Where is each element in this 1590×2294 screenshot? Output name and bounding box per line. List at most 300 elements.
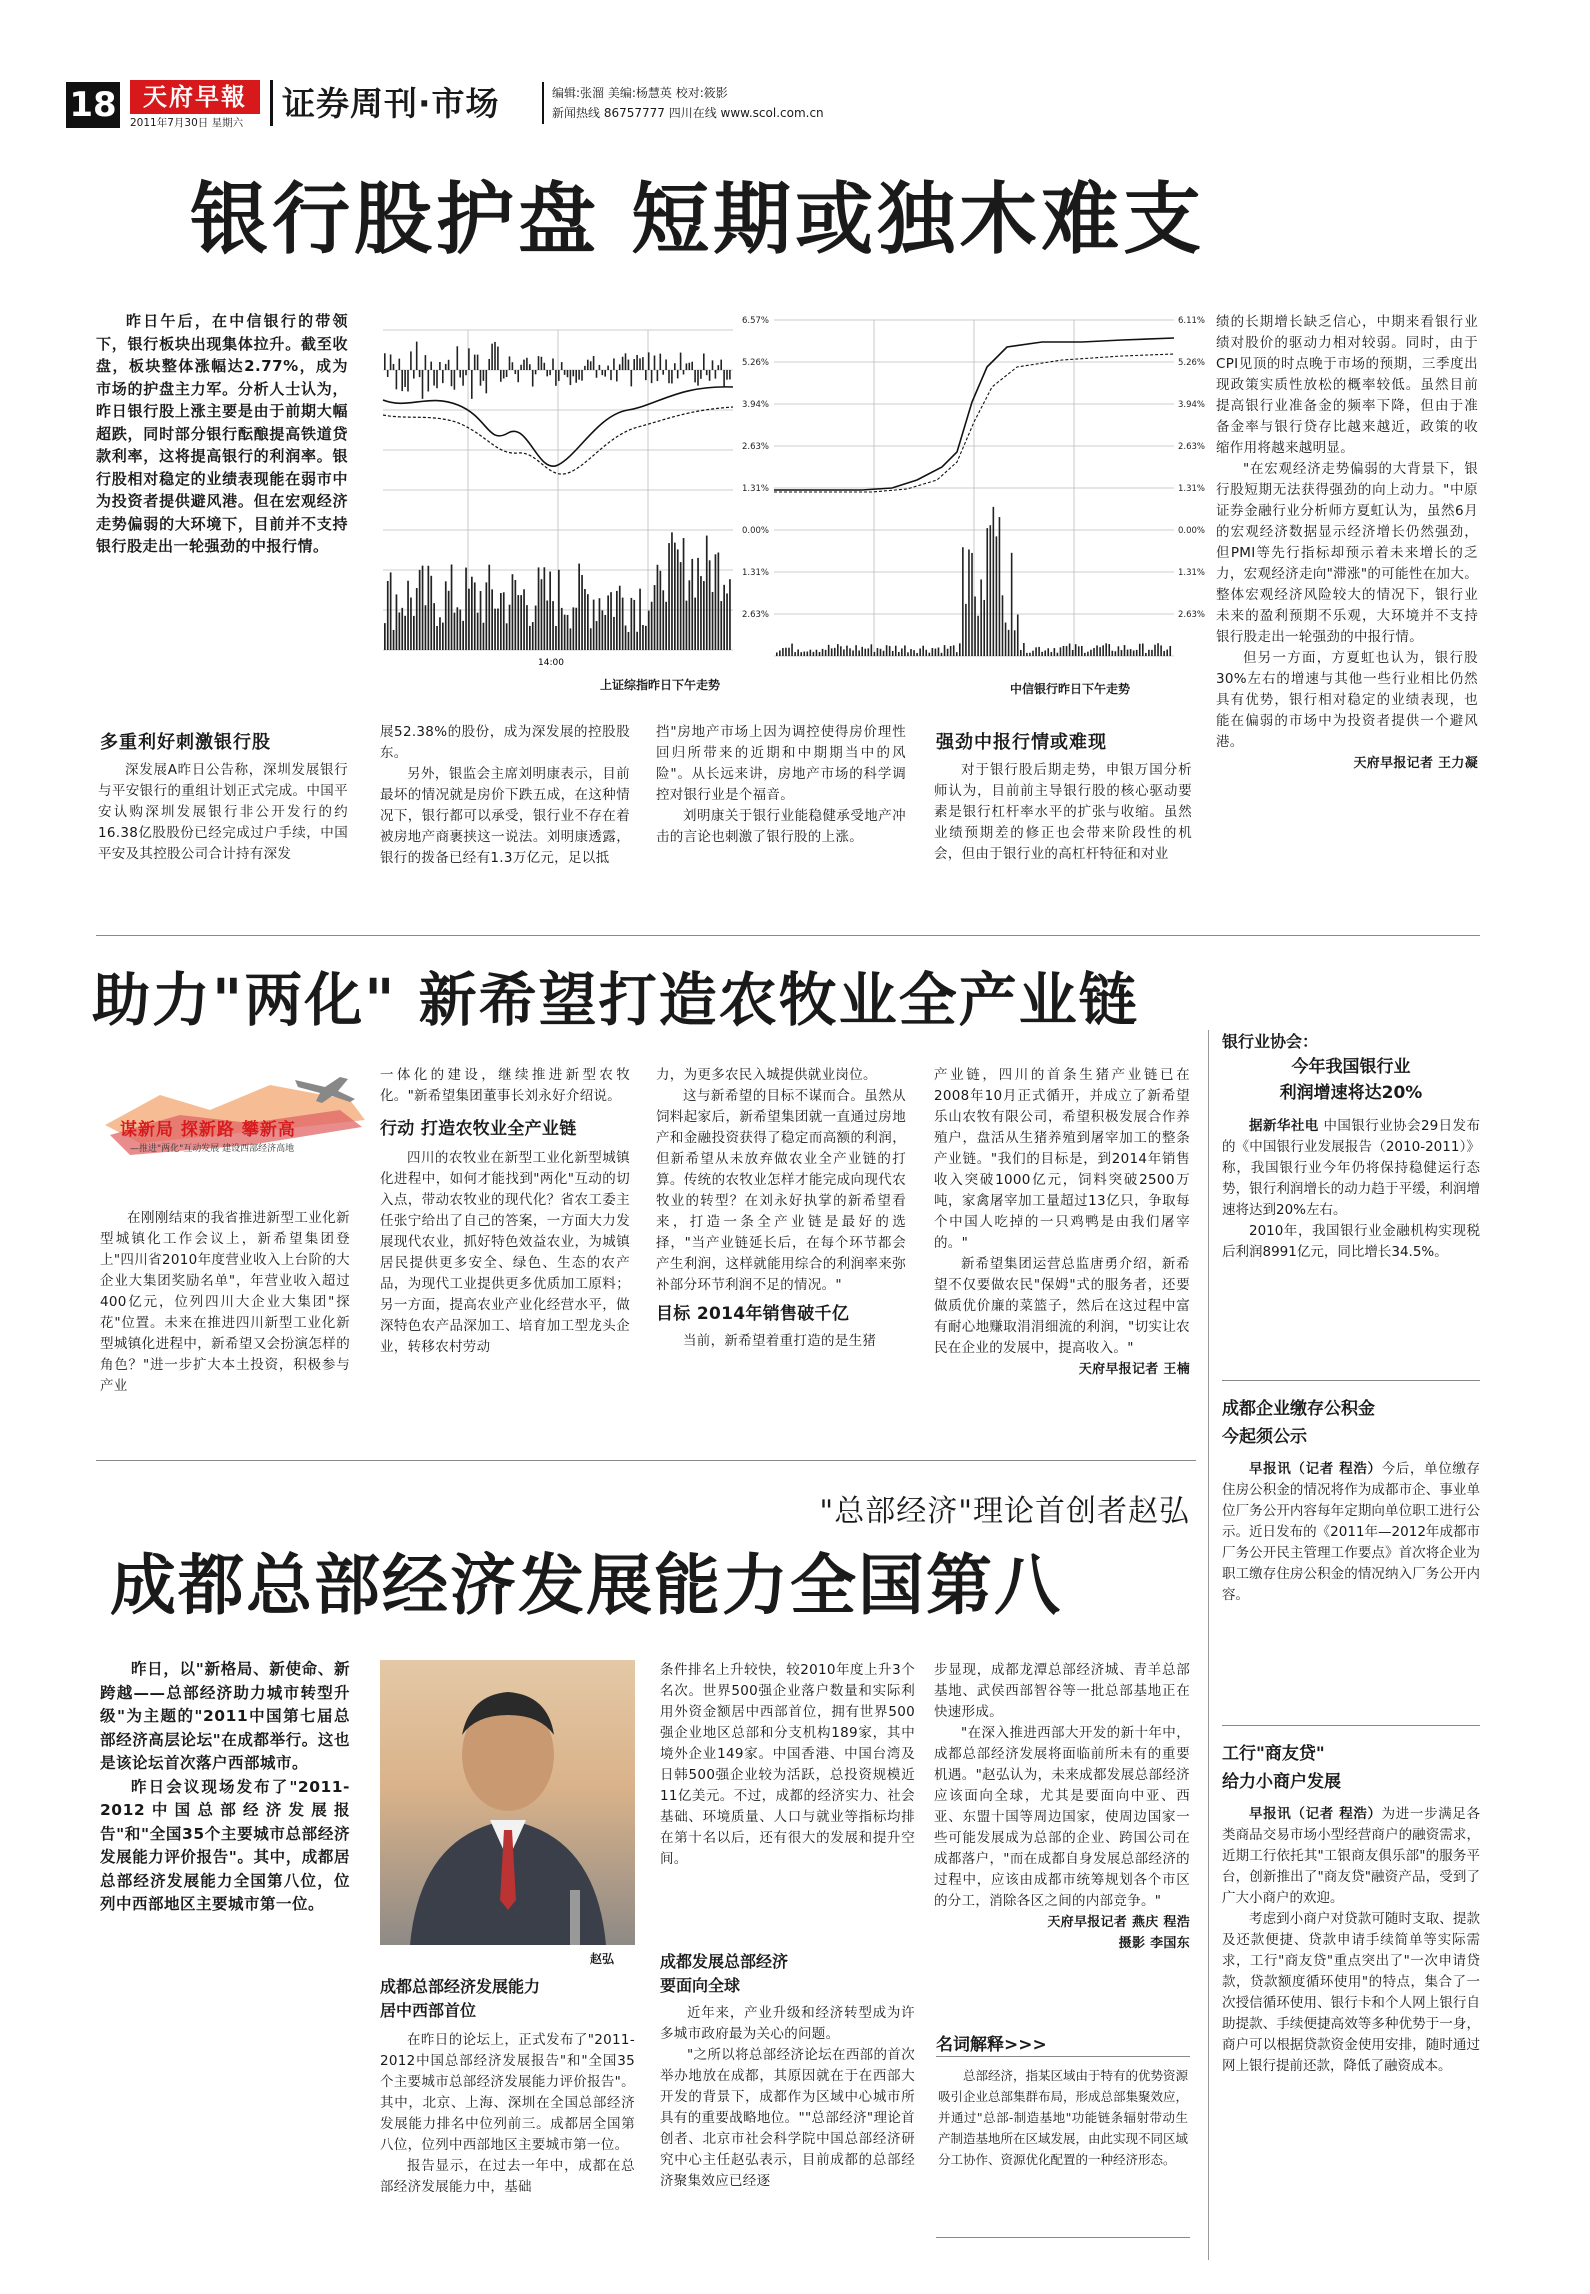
article2-col-d: 产业链，四川的首条生猪产业链已在2008年10月正式循开，并成立了新希望乐山农牧有限公司，希望积极发展合作养殖户，盘活从生猪养殖到屠宰加工的整条产业链。"我们的目标是，到2014年销售收入突破1000亿元，饲料突破2500万吨，家禽屠宰加工量超过13亿只，争取每个中国人吃掉的一只鸡鸭是由我们屠宰的。" 新希望集团运营总监唐勇介绍，新希望不仅要做农民"保姆"式的服务者，还要做质优价廉的菜篮子，然后在这过程中富有耐心地赚取涓涓细流的利润，"切实让农民在企业的发展中，提高收入。" 天府早报记者 王楠: [934, 1065, 1190, 1380]
volume-bar: [1093, 648, 1095, 656]
volume-bars: [776, 507, 1171, 656]
volume-bar: [468, 589, 470, 650]
volume-bar: [1060, 647, 1062, 656]
volume-bar: [956, 652, 958, 656]
volume-bar: [1041, 652, 1043, 656]
bar: [709, 370, 711, 381]
volume-bar: [1130, 649, 1132, 656]
volume-bar: [782, 648, 784, 656]
side1-title-2: 利润增速将达20%: [1279, 1083, 1423, 1103]
volume-bar: [1121, 650, 1123, 656]
tick-label: 1.31%: [742, 568, 770, 578]
bar: [584, 366, 586, 370]
bar: [622, 357, 624, 370]
volume-bar: [858, 650, 860, 656]
volume-bar: [1029, 653, 1031, 656]
volume-bar: [651, 602, 653, 650]
bar: [662, 370, 664, 375]
volume-bar: [1169, 646, 1171, 656]
volume-bar: [573, 607, 575, 650]
volume-bar: [613, 617, 615, 650]
volume-bar: [1051, 652, 1053, 656]
bar: [564, 370, 566, 375]
article1-col-e: 绩的长期增长缺乏信心，中期来看银行业绩对股价的驱动力相对较弱。同时，由于CPI见顶的时点晚于市场的预期，三季度出现政策实质性放松的概率较低。虽然目前提高银行业准备金的频率下降，但由于准备金率与银行贷存比越来越近，政策的收缩作用将越来越明显。 "在宏观经济走势偏弱的大背景下，银行股短期无法获得强劲的向上动力。"中原证券金融行业分析师方夏虹认为，虽然6月的宏观经济数据显示经济增长仍然强劲，但PMI等先行指标却预示着未来增长的乏力，宏观经济走向"滞涨"的可能性在加大。整体宏观经济风险较大的情况下，银行业未来的盈利预期不乐观，大环境并不支持银行股走出一轮强劲的中报行情。 但另一方面，方夏虹也认为，银行股30%左右的增速与其他一些行业相比仍然具有优势，银行相对稳定的业绩表现，也能在偏弱的市场中为投资者提供一个避风港。 天府早报记者 王力凝: [1216, 312, 1478, 774]
volume-bar: [416, 588, 418, 650]
article3-subhead-2: 成都发展总部经济 要面向全球: [660, 1952, 789, 1995]
bar: [674, 363, 676, 370]
volume-bar: [907, 652, 909, 656]
volume-bar: [932, 648, 934, 656]
bar: [636, 355, 638, 370]
volume-bar: [1020, 650, 1022, 656]
volume-bar: [541, 579, 543, 650]
sidebar-divider: [1208, 1030, 1209, 2260]
volume-bar: [410, 598, 412, 650]
volume-bar: [1136, 650, 1138, 656]
bar: [706, 370, 708, 375]
volume-bar: [846, 646, 848, 656]
bar: [578, 370, 580, 380]
volume-bar: [944, 645, 946, 656]
bar: [544, 363, 546, 370]
volume-bar: [980, 579, 982, 656]
volume-bar: [1072, 650, 1074, 656]
volume-bar: [448, 591, 450, 650]
volume-bar: [990, 525, 992, 656]
article1-headline: 银行股护盘 短期或独木难支: [190, 174, 1206, 265]
volume-bar: [962, 547, 964, 656]
volume-bar: [660, 571, 662, 650]
volume-bar: [494, 609, 496, 650]
volume-bar: [977, 616, 979, 656]
bar: [538, 356, 540, 370]
article2-byline: 天府早报记者 王楠: [1078, 1362, 1190, 1377]
speaker-photo: [380, 1660, 635, 1945]
bar: [651, 370, 653, 383]
bar: [718, 365, 720, 370]
article2-banner: [100, 1065, 370, 1170]
volume-bar: [610, 592, 612, 650]
bar: [575, 370, 577, 383]
volume-bar: [451, 564, 453, 650]
volume-bar: [723, 585, 725, 650]
tick-label: 0.00%: [742, 526, 770, 536]
volume-bar: [683, 538, 685, 650]
bar: [520, 365, 522, 370]
bar: [628, 360, 630, 370]
bar: [497, 347, 499, 370]
volume-bar: [1133, 651, 1135, 656]
tick-label: 2.63%: [742, 442, 770, 452]
volume-bar: [797, 649, 799, 656]
side1-body-2: 2010年，我国银行业金融机构实现税后利润8991亿元，同比增长34.5%。: [1222, 1223, 1480, 1260]
bar: [599, 365, 601, 370]
volume-bar: [999, 517, 1001, 656]
volume-bar: [922, 646, 924, 656]
article3-col-c-2: 近年来，产业升级和经济转型成为许多城市政府最为关心的问题。 "之所以将总部经济论坛在西部的首次举办地放在成都，其原因就在于在西部大开发的背景下，成都作为区域中心城市所具有的重要战略地位。""总部经济"理论首创者、北京市社会科学院中国总部经济研究中心主任赵弘表示，目前成都的总部经济聚集效应已经逐: [660, 2005, 915, 2189]
bar: [393, 364, 395, 370]
volume-bar: [401, 608, 403, 650]
bar: [425, 355, 427, 370]
volume-bar: [552, 601, 554, 650]
side3-title-1: 工行"商友贷": [1222, 1744, 1325, 1764]
volume-bar: [575, 608, 577, 650]
bar: [384, 353, 386, 370]
volume-bar: [459, 610, 461, 650]
volume-bar: [1102, 645, 1104, 656]
volume-bar: [898, 652, 900, 656]
volume-bar: [532, 622, 534, 650]
article3-col-b: 在昨日的论坛上，正式发布了"2011-2012中国总部经济发展报告"和"全国35个主要城市总部经济发展能力评价报告"。其中，北京、上海、深圳在全国总部经济发展能力排名中位列前三。成都居全国第八位，位列中西部地区主要城市第一位。 报告显示，在过去一年中，成都在总部经济发展能力中，基础: [380, 2032, 635, 2195]
tick-label: 2.63%: [1178, 610, 1206, 620]
bar: [500, 370, 502, 382]
volume-bar: [604, 615, 606, 650]
side1-title-1: 今年我国银行业: [1291, 1057, 1411, 1077]
volume-bar: [454, 613, 456, 650]
volume-bar: [950, 646, 952, 656]
bar: [549, 370, 551, 375]
bar: [480, 370, 482, 386]
volume-bar: [1063, 646, 1065, 656]
volume-bar: [657, 565, 659, 650]
bar: [491, 344, 493, 370]
volume-bar: [1032, 651, 1034, 656]
volume-bar: [1011, 553, 1013, 656]
volume-bar: [1151, 650, 1153, 656]
volume-bar: [828, 645, 830, 656]
article1-col-c: 挡"房地产市场上因为调控使得房价理性回归所带来的近期和中期期当中的风险"。从长远来讲，房地产市场的科学调控对银行业是个福音。 刘明康关于银行业能稳健承受地产冲击的言论也刺激了银行股的上涨。: [656, 724, 906, 845]
bar: [404, 370, 406, 387]
article1-lead: 昨日午后，在中信银行的带领下，银行板块出现集体拉升。截至收盘，板块整体涨幅达2.77%，成为市场的护盘主力军。分析人士认为，昨日银行股上涨主要是由于前期大幅超跌，同时部分银行酝酿提高铁道贷款利率，这将提高银行的利润率。银行股相对稳定的业绩表现能在弱市中为投资者提供避风港。但在宏观经济走势偏弱的大环境下，目前并不支持银行股走出一轮强劲的中报行情。: [96, 312, 348, 555]
volume-bar: [509, 605, 511, 650]
volume-bar: [668, 543, 670, 650]
volume-bar: [488, 565, 490, 650]
volume-bar: [584, 589, 586, 650]
bar: [422, 370, 424, 399]
volume-bar: [602, 610, 604, 650]
volume-bar: [1005, 623, 1007, 656]
volume-bar: [779, 650, 781, 656]
volume-bar: [436, 626, 438, 650]
article3-col-d: 步显现，成都龙潭总部经济城、青羊总部基地、武侯西部智谷等一批总部基地正在快速形成。 "在深入推进西部大开发的新十年中，成都总部经济发展将面临前所未有的重要机遇。"赵弘认为，未来成都发展总部经济应该面向全球，尤其是要面向中亚、西亚、东盟十国等周边国家，使周边国家一些可能发展成为总部的企业、跨国公司在成都落户，"而在成都自身发展总部经济的过程中，应该由成都市统筹规划各个市区的分工，消除各区之间的内部竞争。" 天府早报记者 燕庆 程浩 摄影 李国东: [934, 1660, 1190, 1954]
volume-bar: [1139, 644, 1141, 656]
volume-bar: [515, 580, 517, 650]
bar: [546, 370, 548, 376]
volume-bar: [480, 591, 482, 650]
bar: [703, 353, 705, 370]
bar: [454, 370, 456, 390]
volume-bar: [387, 581, 389, 650]
volume-bar: [631, 598, 633, 650]
volume-bar: [616, 591, 618, 650]
bar: [668, 370, 670, 383]
volume-bar: [901, 648, 903, 656]
volume-bar: [883, 651, 885, 656]
volume-bar: [422, 566, 424, 650]
volume-bar: [983, 600, 985, 656]
bar: [686, 363, 688, 370]
bar: [587, 360, 589, 370]
bar: [465, 370, 467, 375]
bar: [509, 356, 511, 370]
volume-bar: [694, 598, 696, 650]
volume-bar: [500, 593, 502, 650]
volume-bar: [396, 594, 398, 650]
editors-line: 编辑:张溜 美编:杨慧英 校对:筱影: [552, 86, 728, 100]
volume-bar: [706, 536, 708, 650]
bar: [593, 356, 595, 370]
bar: [390, 354, 392, 370]
bar: [723, 370, 725, 387]
volume-bar: [715, 554, 717, 650]
volume-bar: [712, 592, 714, 650]
side2-title-2: 今起须公示: [1222, 1427, 1307, 1447]
volume-bar: [718, 552, 720, 650]
bar: [657, 370, 659, 381]
volume-bar: [561, 608, 563, 650]
bar: [561, 362, 563, 370]
volume-bar: [709, 560, 711, 650]
bar: [607, 366, 609, 370]
bar: [483, 370, 485, 381]
volume-bar: [404, 616, 406, 650]
volume-bar: [1115, 651, 1117, 656]
volume-bar: [520, 595, 522, 650]
volume-bar: [871, 644, 873, 656]
volume-bar: [1142, 644, 1144, 656]
side3-title-2: 给力小商户发展: [1222, 1772, 1341, 1792]
bar: [694, 370, 696, 382]
bar: [689, 363, 691, 370]
bar: [631, 370, 633, 386]
issue-date: 2011年7月30日 星期六: [130, 117, 244, 129]
bar: [691, 362, 693, 370]
tick-label: 0.00%: [1178, 526, 1206, 536]
volume-bar: [697, 558, 699, 650]
volume-bar: [703, 581, 705, 650]
bar: [459, 370, 461, 378]
volume-bar: [622, 598, 624, 650]
volume-bar: [558, 570, 560, 650]
chart-shanghai-svg: [378, 315, 736, 673]
bar: [526, 358, 528, 370]
volume-bar: [1099, 647, 1101, 656]
bar: [506, 370, 508, 377]
bar: [517, 370, 519, 382]
volume-bar: [1118, 646, 1120, 656]
volume-bar: [974, 596, 976, 656]
side2-title-1: 成都企业缴存公积金: [1222, 1399, 1375, 1419]
volume-bar: [861, 647, 863, 656]
bar: [410, 351, 412, 370]
volume-bar: [529, 626, 531, 650]
volume-bar: [1057, 653, 1059, 656]
volume-bar: [517, 595, 519, 650]
volume-bar: [1157, 643, 1159, 656]
volume-bar: [413, 616, 415, 650]
article3-subhead-1: 成都总部经济发展能力 居中西部首位: [380, 1977, 541, 2020]
bar: [433, 370, 435, 386]
volume-bar: [512, 574, 514, 650]
bar: [462, 370, 464, 386]
bar: [439, 362, 441, 370]
glossary-title: 名词解释>>>: [936, 2035, 1047, 2055]
volume-bar: [544, 567, 546, 650]
side2-body: 今后，单位缴存住房公积金的情况将作为成都市企、事业单位厂务公开内容每年定期向单位职工进行公示。近日发布的《2011年—2012年成都市厂务公开民主管理工作要点》首次将企业为职工缴存住房公积金的情况纳入厂务公开内容。: [1222, 1461, 1481, 1603]
volume-bar: [1090, 650, 1092, 656]
volume-bar: [590, 628, 592, 650]
chart1-caption: 上证综指昨日下午走势: [600, 678, 721, 692]
volume-bar: [953, 645, 955, 656]
article3-photo-credit: 摄影 李国东: [1118, 1936, 1190, 1951]
sidebar-item-icbc-loan: [1222, 1740, 1480, 2077]
bar: [570, 370, 572, 385]
bar: [401, 370, 403, 391]
volume-bar: [941, 653, 943, 656]
volume-bar: [462, 621, 464, 650]
bar: [558, 370, 560, 381]
bar: [387, 370, 389, 377]
tick-label: 1.31%: [1178, 568, 1206, 578]
bar: [633, 359, 635, 370]
bar: [515, 370, 517, 374]
volume-bar: [959, 643, 961, 656]
page-number: 18: [66, 82, 120, 128]
volume-bar: [1044, 650, 1046, 656]
article3-kicker: "总部经济"理论首创者赵弘: [819, 1494, 1190, 1529]
volume-bar: [686, 601, 688, 650]
bar: [715, 370, 717, 379]
article1-subhead-2: 强劲中报行情或难现: [936, 732, 1107, 753]
article3-lead: 昨日，以"新格局、新使命、新跨越——总部经济助力城市转型升级"为主题的"2011中国第七届总部经济高层论坛"在成都举行。这也是该论坛首次落户西部城市。 昨日会议现场发布了"2011-2012中国总部经济发展报告"和"全国35个主要城市总部经济发展能力评价报告"。其中，成都居总部经济发展能力全国第八位，位列中西部地区主要城市第一位。: [100, 1660, 350, 1913]
hotline-line: 新闻热线 86757777 四川在线 www.scol.com.cn: [552, 106, 824, 120]
volume-bar: [852, 650, 854, 656]
speaker-figure: [380, 1660, 635, 1945]
volume-bar: [425, 605, 427, 650]
divider: [1222, 1380, 1480, 1381]
volume-bar: [1166, 650, 1168, 656]
volume-bar: [971, 553, 973, 656]
volume-bar: [645, 626, 647, 650]
volume-bar: [1160, 645, 1162, 656]
volume-bar: [807, 652, 809, 656]
bar: [399, 359, 401, 370]
volume-bar: [1078, 646, 1080, 656]
section-title: 证券周刊·市场: [282, 84, 500, 123]
volume-bar: [593, 600, 595, 650]
volume-bar: [662, 590, 664, 650]
divider: [96, 935, 1480, 936]
volume-bar: [538, 567, 540, 650]
bar: [503, 370, 505, 379]
volume-bar: [965, 604, 967, 656]
volume-bar: [477, 613, 479, 650]
bar: [642, 357, 644, 370]
bar: [396, 370, 398, 389]
bar: [471, 370, 473, 399]
bar: [523, 360, 525, 370]
volume-bar: [430, 576, 432, 650]
volume-bar: [474, 582, 476, 650]
volume-bars: [384, 532, 731, 650]
bar: [407, 370, 409, 391]
volume-bar: [791, 644, 793, 656]
volume-bar: [599, 598, 601, 650]
bar: [529, 364, 531, 370]
volume-bar: [648, 611, 650, 650]
volume-bar: [895, 646, 897, 656]
bar: [660, 354, 662, 370]
bar: [581, 370, 583, 381]
volume-bar: [564, 615, 566, 650]
volume-bar: [1054, 648, 1056, 656]
volume-bar: [1087, 652, 1089, 656]
volume-bar: [819, 652, 821, 656]
article1-col-b: 展52.38%的股份，成为深发展的控股股东。 另外，银监会主席刘明康表示，目前最坏的情况就是房价下跌五成，在这种情况下，银行都可以承受，银行业不存在着被房地产商裹挟这一说法。刘明康透露，银行的拨备已经有1.3万亿元，足以抵: [380, 724, 630, 866]
volume-bar: [892, 651, 894, 656]
volume-bar: [587, 594, 589, 650]
masthead-divider-2: [542, 82, 544, 124]
volume-bar: [607, 595, 609, 650]
volume-bar: [581, 575, 583, 650]
axis-tick-label: 14:00: [538, 658, 564, 668]
masthead-divider: [270, 80, 273, 126]
volume-bar: [503, 592, 505, 650]
volume-bar: [785, 648, 787, 656]
volume-bar: [555, 626, 557, 650]
article2-col-c: 力，为更多农民入城提供就业岗位。 这与新希望的目标不谋而合。虽然从饲料起家后，新希望集团就一直通过房地产和金融投资获得了稳定而高额的利润，但新希望从未放弃做农业全产业链的打算。传统的农牧业怎样才能完成向现代农牧业的转型？在刘永好执掌的新希望看来，打造一条全产业链是最好的选择，"当产业链延长后，在每个环节都会产生利润，这样就能用综合的利润率来弥补部分环节利润不足的情况。" 目标 2014年销售破千亿 当前，新希望着重打造的是生猪: [656, 1067, 906, 1349]
divider: [1222, 1725, 1480, 1726]
bar: [726, 370, 728, 380]
volume-bar: [837, 644, 839, 656]
article1-byline: 天府早报记者 王力凝: [1353, 756, 1478, 771]
tick-label: 5.26%: [1178, 358, 1206, 368]
volume-bar: [929, 653, 931, 656]
volume-bar: [776, 652, 778, 656]
volume-bar: [549, 572, 551, 650]
bar: [419, 370, 421, 377]
bar: [428, 370, 430, 391]
tick-label: 2.63%: [742, 610, 770, 620]
tick-label: 5.26%: [742, 358, 770, 368]
volume-bar: [680, 562, 682, 650]
bar: [451, 370, 453, 386]
volume-bar: [874, 652, 876, 656]
volume-bar: [1038, 647, 1040, 656]
article1-col-a: 深发展A昨日公告称，深圳发展银行与平安银行的重组计划正式完成。中国平安认购深圳发展银行非公开发行的约16.38亿股股份已经完成过户手续，中国平安及其控股公司合计持有深发: [98, 762, 348, 862]
bar: [532, 370, 534, 387]
volume-bar: [633, 600, 635, 650]
bar: [512, 362, 514, 370]
volume-bar: [822, 649, 824, 656]
volume-bar: [1002, 595, 1004, 656]
side1-kicker: 银行业协会：: [1222, 1032, 1319, 1051]
glossary-text: 总部经济，指某区域由于特有的优势资源吸引企业总部集群布局，形成总部集聚效应，并通过"总部-制造基地"功能链条辐射带动生产制造基地所在区域发展，由此实现不同区域分工协作、资源优化配置的一种经济形态。: [938, 2068, 1189, 2167]
bar: [613, 358, 615, 370]
volume-bar: [677, 549, 679, 650]
volume-bar: [729, 579, 731, 650]
article2-subhead-2: 目标 2014年销售破千亿: [656, 1304, 850, 1324]
tick-label: 3.94%: [1178, 400, 1206, 410]
volume-bar: [567, 615, 569, 650]
volume-bar: [1023, 643, 1025, 656]
bar: [468, 348, 470, 370]
bar: [436, 370, 438, 388]
volume-bar: [491, 589, 493, 650]
volume-bar: [393, 630, 395, 650]
tick-label: 1.31%: [742, 484, 770, 494]
volume-bar: [1112, 651, 1114, 656]
